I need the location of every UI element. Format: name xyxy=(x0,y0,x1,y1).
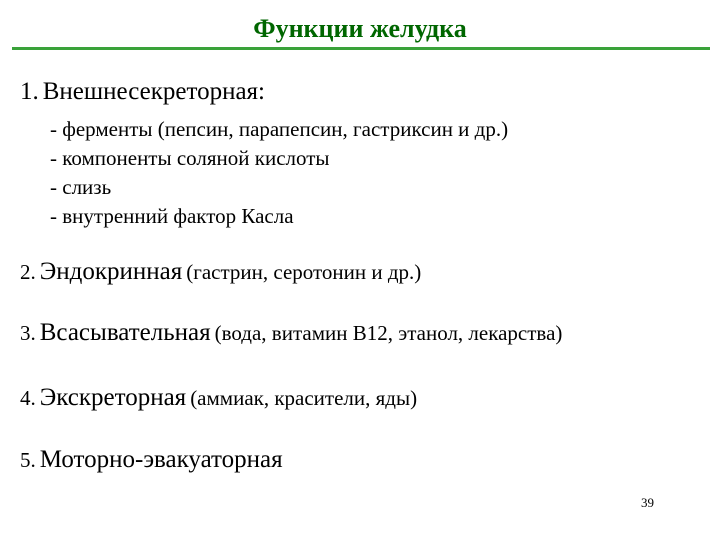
item-number: 3. xyxy=(20,321,36,345)
item-heading: Внешнесекреторная: xyxy=(42,78,266,105)
sub-list xyxy=(50,115,508,231)
list-item-1 xyxy=(20,78,265,106)
sub-item: - ферменты (пепсин, парапепсин, гастриксин и др.) xyxy=(50,117,509,141)
slide-title: Функции желудка xyxy=(253,14,467,43)
item-heading: Эндокринная xyxy=(39,258,183,285)
item-detail: (гастрин, серотонин и др.) xyxy=(186,260,422,284)
item-heading: Всасывательная xyxy=(39,319,211,346)
page-number: 39 xyxy=(641,495,654,510)
item-number: 4. xyxy=(20,386,36,410)
list-item-2 xyxy=(20,258,421,286)
list-item-3 xyxy=(20,319,562,347)
list-item-4 xyxy=(20,384,417,412)
item-heading: Экскреторная xyxy=(39,384,187,411)
item-detail: (вода, витамин В12, этанол, лекарства) xyxy=(214,321,563,345)
sub-item: - слизь xyxy=(50,175,112,199)
item-number: 2. xyxy=(20,260,36,284)
item-number: 1. xyxy=(20,78,39,105)
item-detail: (аммиак, красители, яды) xyxy=(190,386,418,410)
item-heading: Моторно-эвакуаторная xyxy=(39,446,283,473)
list-item-5 xyxy=(20,446,283,474)
title-underline xyxy=(12,47,710,50)
item-number: 5. xyxy=(20,448,36,472)
sub-item: - компоненты соляной кислоты xyxy=(50,146,330,170)
sub-item: - внутренний фактор Касла xyxy=(50,204,294,228)
